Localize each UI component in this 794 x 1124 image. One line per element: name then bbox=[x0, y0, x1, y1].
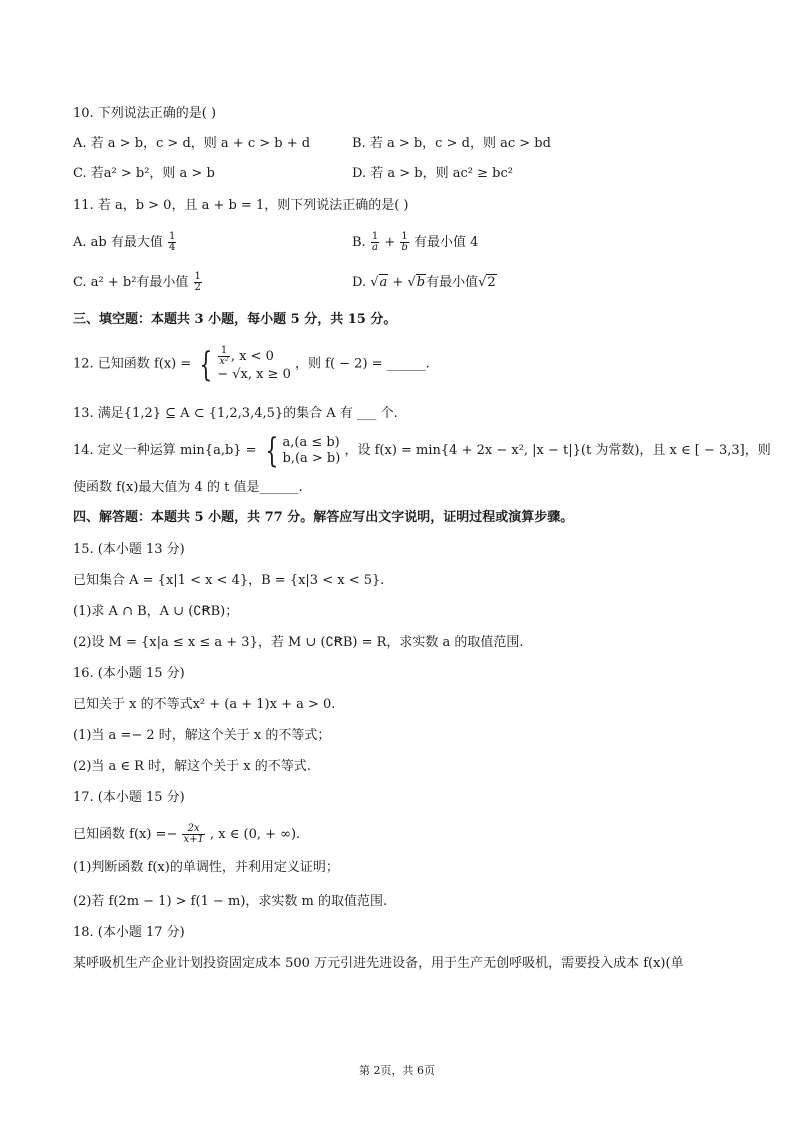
q11-stem: 11. 若 a，b > 0，且 a + b = 1，则下列说法正确的是( ) bbox=[73, 198, 409, 213]
section-4-heading: 四、解答题：本题共 5 小题，共 77 分。解答应写出文字说明，证明过程或演算步骤。 bbox=[73, 510, 574, 525]
fraction: $\frac{1}{b}$ bbox=[401, 231, 408, 253]
q11-option-d: D. √a + √b有最小值√2 bbox=[352, 275, 496, 290]
section-3-heading: 三、填空题：本题共 3 小题，每小题 5 分，共 15 分。 bbox=[73, 312, 397, 327]
sqrt-2: 2 bbox=[487, 275, 496, 290]
sqrt-a: a bbox=[379, 275, 388, 290]
q16-heading: 16. (本小题 15 分) bbox=[73, 666, 185, 681]
q14-line1: 14. 定义一种运算 min{a,b} = { a,(a ≤ b) b,(a > b) ，设 f(x) = min{4 + 2x − x², |x − t|}(t 为常数)，且 x ∈ [ − 3,3]，则 bbox=[73, 431, 771, 471]
q16-line2: (1)当 a =− 2 时，解这个关于 x 的不等式； bbox=[73, 728, 331, 743]
q17-line2: (1)判断函数 f(x)的单调性，并利用定义证明； bbox=[73, 860, 339, 875]
q17-heading: 17. (本小题 15 分) bbox=[73, 790, 185, 805]
q10-option-b: B. 若 a > b，c > d，则 ac > bd bbox=[352, 136, 551, 151]
q10-option-a: A. 若 a > b，c > d，则 a + c > b + d bbox=[73, 136, 311, 151]
q16-line1: 已知关于 x 的不等式x² + (a + 1)x + a > 0. bbox=[73, 697, 336, 712]
left-brace-icon: { bbox=[265, 431, 279, 471]
q17-line3: (2)若 f(2m − 1) > f(1 − m)，求实数 m 的取值范围. bbox=[73, 894, 388, 909]
q14-line2: 使函数 f(x)最大值为 4 的 t 值是______. bbox=[73, 480, 303, 495]
q10-option-c: C. 若a² > b²，则 a > b bbox=[73, 166, 215, 181]
q11-option-b: B. $\frac{1}{a}$ + $\frac{1}{b}$ 有最小值 4 bbox=[352, 231, 479, 253]
q15-line1: 已知集合 A = {x|1 < x < 4}，B = {x|3 < x < 5}. bbox=[73, 573, 385, 588]
fraction: $\frac{1}{4}$ bbox=[169, 231, 176, 253]
page-footer: 第 2页，共 6页 bbox=[359, 1064, 435, 1077]
sqrt-b: b bbox=[416, 275, 426, 290]
q18-line1: 某呼吸机生产企业计划投资固定成本 500 万元引进先进设备，用于生产无创呼吸机，需要投入成本 f(x)(单 bbox=[73, 956, 684, 971]
q12: 12. 已知函数 f(x) = { $\frac{1}{\text{x²}}$ , x < 0 − √x, x ≥ 0 ，则 f( − 2) = ______. bbox=[73, 344, 430, 385]
fraction: $\frac{1}{\text{x²}}$ bbox=[219, 345, 229, 367]
q15-heading: 15. (本小题 13 分) bbox=[73, 542, 185, 557]
q15-line3: (2)设 M = {x|a ≤ x ≤ a + 3}，若 M ∪ (∁ꞦB) = R，求实数 a 的取值范围. bbox=[73, 635, 524, 650]
q15-line2: (1)求 A ∩ B，A ∪ (∁ꞦB)； bbox=[73, 604, 239, 619]
q11-option-a: A. ab 有最大值 $\frac{1}{4}$ bbox=[73, 231, 176, 253]
left-brace-icon: { bbox=[199, 344, 213, 385]
q10-stem: 10. 下列说法正确的是( ) bbox=[73, 106, 217, 121]
fraction: $\frac{2x}{x+1}$ bbox=[183, 823, 204, 845]
q13: 13. 满足{1,2} ⊆ A ⊂ {1,2,3,4,5}的集合 A 有 ___ 个. bbox=[73, 406, 398, 421]
q10-option-d: D. 若 a > b，则 ac² ≥ bc² bbox=[352, 166, 513, 181]
q11-option-c: C. a² + b²有最小值 $\frac{1}{2}$ bbox=[73, 271, 201, 293]
piecewise-cases: a,(a ≤ b) b,(a > b) bbox=[282, 435, 341, 466]
q16-line3: (2)当 a ∈ R 时，解这个关于 x 的不等式. bbox=[73, 759, 311, 774]
fraction: $\frac{1}{a}$ bbox=[371, 231, 379, 253]
q17-line1: 已知函数 f(x) =− $\frac{2x}{x+1}$ , x ∈ (0, + ∞). bbox=[73, 823, 301, 845]
q18-heading: 18. (本小题 17 分) bbox=[73, 925, 185, 940]
fraction: $\frac{1}{2}$ bbox=[194, 271, 201, 293]
piecewise-cases: $\frac{1}{\text{x²}}$ , x < 0 − √x, x ≥ 0 bbox=[217, 345, 291, 382]
